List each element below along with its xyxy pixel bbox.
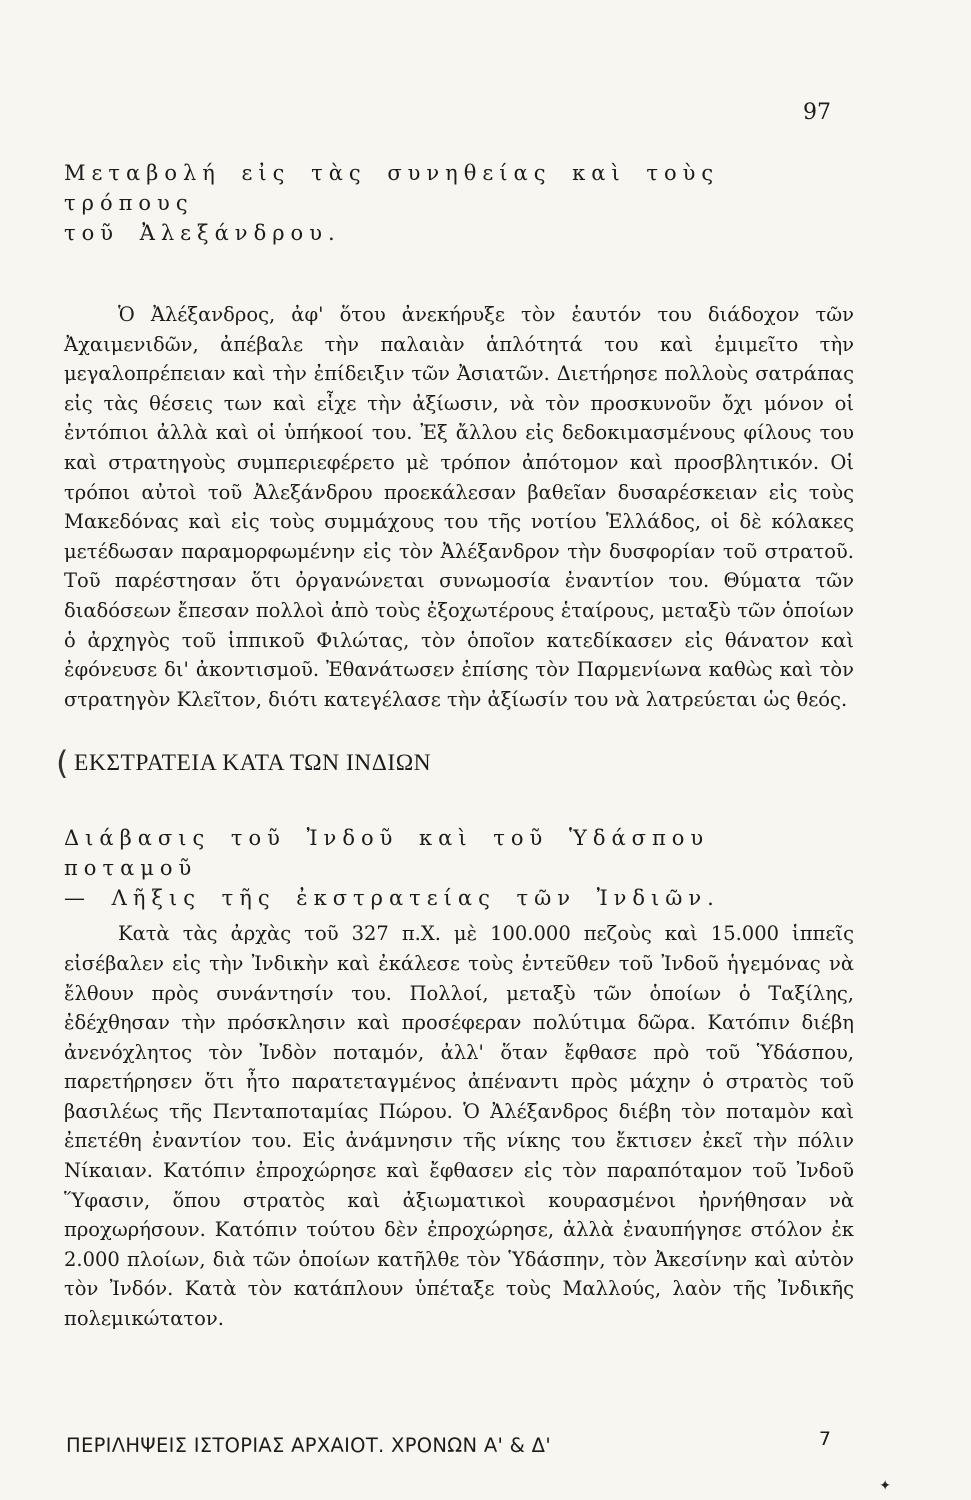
subtitle-line-1: Διάβασις τοῦ Ἰνδοῦ καὶ τοῦ Ὑδάσπου ποταμοῦ: [64, 826, 710, 881]
corner-mark-icon: ✦: [879, 1478, 891, 1494]
footer-book-title: ΠΕΡΙΛΗΨΕΙΣ ΙΣΤΟΡΙΑΣ ΑΡΧΑΙΟΤ. ΧΡΟΝΩΝ Α' & Δ': [66, 1434, 551, 1457]
section-title-line-1: Μεταβολή εἰς τὰς συνηθείας καὶ τοὺς τρόπους: [64, 161, 720, 215]
section-title-line-2: τοῦ Ἀλεξάνδρου.: [64, 221, 341, 245]
page-number: 97: [803, 100, 831, 125]
chapter-heading-text: ΕΚΣΤΡΑΤΕΙΑ ΚΑΤΑ ΤΩΝ ΙΝΔΙΩΝ: [74, 750, 432, 777]
body-paragraph-2: Κατὰ τὰς ἀρχὰς τοῦ 327 π.Χ. μὲ 100.000 πεζοὺς καὶ 15.000 ἱππεῖς εἰσέβαλεν εἰς τὴν Ἰνδικὴν καὶ ἐκάλεσε τοὺς ἐντεῦθεν τοῦ Ἰνδοῦ ἡγεμόνας νὰ ἔλθουν πρὸς συνάντησίν του. Πολλοί, μεταξὺ τῶν ὁποίων ὁ Ταξίλης, ἐδέχθησαν τὴν πρόσκλησιν καὶ προσέφεραν πολύτιμα δῶρα. Κατόπιν διέβη ἀνενόχλητος τὸν Ἰνδὸν ποταμόν, ἀλλ' ὅταν ἔφθασε πρὸ τοῦ Ὑδάσπου, παρετήρησεν ὅτι ἦτο παρατεταγμένος ἀπέναντι πρὸς μάχην ὁ στρατὸς τοῦ βασιλέως τῆς Πενταποταμίας Πώρου. Ὁ Ἀλέξανδρος διέβη τὸν ποταμὸν καὶ ἐπετέθη ἐναντίον του. Εἰς ἀνάμνησιν τῆς νίκης του ἔκτισεν ἐκεῖ τὴν πόλιν Νίκαιαν. Κατόπιν ἐπροχώρησε καὶ ἔφθασεν εἰς τὸν παραπόταμον τοῦ Ἰνδοῦ Ὕφασιν, ὅπου στρατὸς καὶ ἀξιωματικοὶ κουρασμένοι ἠρνήθησαν νὰ προχωρήσουν. Κατόπιν τούτου δὲν ἐπροχώρησε, ἀλλὰ ἐναυπήγησε στόλον ἐκ 2.000 πλοίων, διὰ τῶν ὁποίων κατῆλθε τὸν Ὑδάσπην, τὸν Ἀκεσίνην καὶ αὐτὸν τὸν Ἰνδόν. Κατὰ τὸν κατάπλουν ὑπέταξε τοὺς Μαλλούς, λαὸν τῆς Ἰνδικῆς πολεμικώτατον.: [64, 922, 854, 1331]
subtitle-line-2: — Λῆξις τῆς ἐκστρατείας τῶν Ἰνδιῶν.: [64, 886, 720, 911]
chapter-heading: [56, 744, 854, 783]
page-content: [56, 158, 854, 1334]
margin-bracket-icon: (: [56, 744, 69, 783]
footer-signature-number: 7: [818, 1428, 831, 1450]
body-paragraph-1: Ὁ Ἀλέξανδρος, ἀφ' ὅτου ἀνεκήρυξε τὸν ἑαυτόν του διάδοχον τῶν Ἀχαιμενιδῶν, ἀπέβαλε τὴν παλαιὰν ἁπλότητά του καὶ ἐμιμεῖτο τὴν μεγαλοπρέπειαν καὶ τὴν ἐπίδειξιν τῶν Ἀσιατῶν. Διετήρησε πολλοὺς σατράπας εἰς τὰς θέσεις των καὶ εἶχε τὴν ἀξίωσιν, νὰ τὸν προσκυνοῦν ὄχι μόνον οἱ ἐντόπιοι ἀλλὰ καὶ οἱ ὑπήκοοί του. Ἐξ ἄλλου εἰς δεδοκιμασμένους φίλους του καὶ στρατηγοὺς συμπεριεφέρετο μὲ τρόπον ἀπότομον καὶ προσβλητικόν. Οἱ τρόποι αὐτοὶ τοῦ Ἀλεξάνδρου προεκάλεσαν βαθεῖαν δυσαρέσκειαν εἰς τοὺς Μακεδόνας καὶ εἰς τοὺς συμμάχους του τῆς νοτίου Ἑλλάδος, οἱ δὲ κόλακες μετέδωσαν παραμορφωμένην εἰς τὸν Ἀλέξανδρον τὴν δυσφορίαν τοῦ στρατοῦ. Τοῦ παρέστησαν ὅτι ὀργανώνεται συνωμοσία ἐναντίον του. Θύματα τῶν διαδόσεων ἔπεσαν πολλοὶ ἀπὸ τοὺς ἐξοχωτέρους ἑταίρους, μεταξὺ τῶν ὁποίων ὁ ἀρχηγὸς τοῦ ἱππικοῦ Φιλώτας, τὸν ὁποῖον κατεδίκασεν εἰς θάνατον καὶ ἐφόνευσε δι' ἀκοντισμοῦ. Ἐθανάτωσεν ἐπίσης τὸν Παρμενίωνα καθὼς καὶ τὸν στρατηγὸν Κλεῖτον, διότι κατεγέλασε τὴν ἀξίωσίν του νὰ λατρεύεται ὡς θεός.: [64, 303, 854, 711]
